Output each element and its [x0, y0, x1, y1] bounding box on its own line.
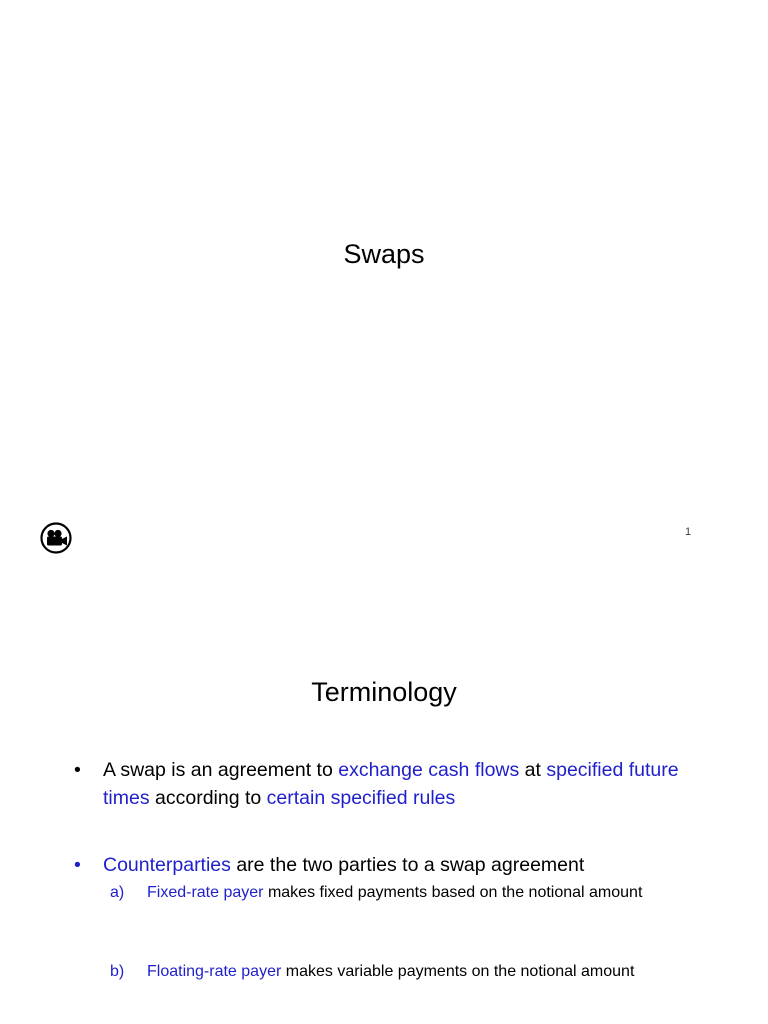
slide-title: Terminology	[311, 677, 457, 707]
highlight-text: certain specified rules	[266, 787, 456, 809]
highlight-text: Counterparties	[103, 854, 231, 876]
sub-bullet-marker: b)	[110, 963, 125, 980]
highlight-text: exchange cash flows	[338, 759, 520, 781]
highlight-text: specified future times	[103, 759, 679, 809]
highlight-text: Fixed-rate payer	[147, 884, 264, 901]
text-run: are the two parties to a swap agreement	[230, 854, 585, 876]
slide-number: 1	[684, 526, 692, 538]
sub-bullet-item	[110, 960, 710, 984]
highlight-text: Floating-rate payer	[147, 963, 282, 980]
bullet-item	[74, 851, 694, 879]
slide-title: Swaps	[343, 239, 425, 269]
bullet-text	[103, 756, 694, 812]
bullet-marker: •	[74, 759, 81, 781]
sub-bullet-marker: a)	[110, 884, 125, 901]
bullet-item	[74, 756, 694, 812]
text-run: according to	[149, 787, 267, 809]
slide-2	[0, 576, 768, 1024]
text-run: makes variable payments on the notional amount	[281, 963, 635, 980]
text-run: A swap is an agreement to	[103, 759, 339, 781]
sub-bullet-text	[147, 881, 710, 905]
text-run: at	[519, 759, 547, 781]
sub-bullet-item	[110, 881, 710, 905]
sub-bullet-text	[147, 960, 710, 984]
text-run: makes fixed payments based on the notional amount	[263, 884, 643, 901]
bullet-text	[103, 851, 694, 879]
video-camera-icon[interactable]	[40, 522, 72, 554]
bullet-marker: •	[74, 854, 81, 876]
